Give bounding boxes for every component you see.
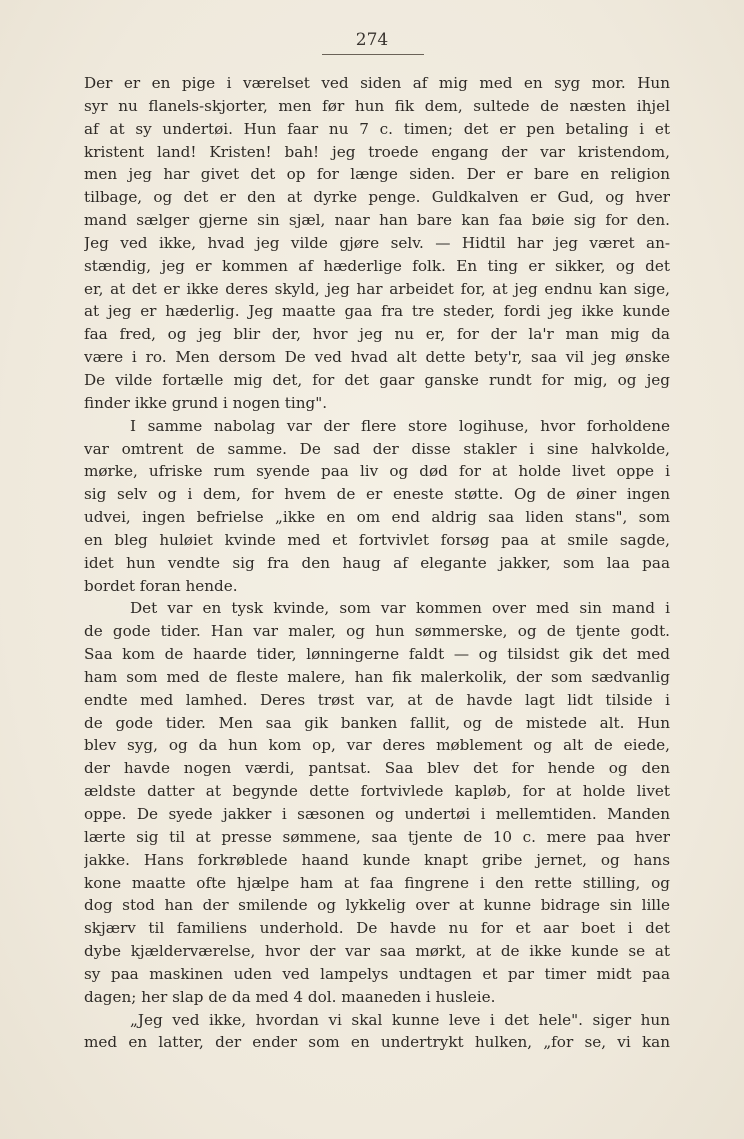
- text-line: Saa kom de haarde tider, lønningerne faldt — og tilsidst gik det med: [84, 645, 670, 664]
- text-line: stændig, jeg er kommen af hæderlige folk. En ting er sikker, og det: [84, 256, 670, 275]
- text-line: dybe kjælderværelse, hvor der var saa mørkt, at de ikke kunde se at: [84, 942, 670, 961]
- text-line: mand sælger gjerne sin sjæl, naar han bare kan faa bøie sig for den.: [84, 211, 670, 230]
- text-line: blev syg, og da hun kom op, var deres møblement og alt de eiede,: [84, 736, 670, 755]
- page-number-rule: [322, 54, 424, 55]
- text-line: kone maatte ofte hjælpe ham at faa fingrene i den rette stilling, og: [84, 873, 670, 892]
- text-line: jakke. Hans forkrøblede haand kunde knapt gribe jernet, og hans: [84, 850, 670, 869]
- text-line: bordet foran hende.: [84, 576, 238, 595]
- text-line: en bleg huløiet kvinde med et fortvivlet forsøg paa at smile sagde,: [84, 530, 670, 549]
- text-line: I samme nabolag var der flere store logihuse, hvor forholdene: [130, 416, 670, 435]
- text-line: de gode tider. Han var maler, og hun sømmerske, og de tjente godt.: [84, 622, 670, 641]
- text-line: lærte sig til at presse sømmene, saa tjente de 10 c. mere paa hver: [84, 827, 670, 846]
- text-line: være i ro. Men dersom De ved hvad alt dette bety'r, saa vil jeg ønske: [84, 348, 670, 367]
- text-line: finder ikke grund i nogen ting".: [84, 393, 328, 412]
- text-line: faa fred, og jeg blir der, hvor jeg nu er, for der la'r man mig da: [84, 325, 670, 344]
- text-line: Der er en pige i værelset ved siden af mig med en syg mor. Hun: [84, 74, 670, 92]
- text-line: oppe. De syede jakker i sæsonen og undertøi i mellemtiden. Manden: [84, 805, 670, 823]
- text-line: dagen; her slap de da med 4 dol. maaneden i husleie.: [84, 987, 496, 1006]
- text-line: idet hun vendte sig fra den haug af elegante jakker, som laa paa: [84, 553, 670, 572]
- text-line: ældste datter at begynde dette fortvivlede kapløb, for at holde livet: [84, 782, 670, 801]
- text-line: med en latter, der ender som en undertrykt hulken, „for se, vi kan: [84, 1033, 670, 1052]
- text-line: skjærv til familiens underhold. De havde nu for et aar boet i det: [84, 919, 670, 938]
- text-line: men jeg har givet det op for længe siden. Der er bare en religion: [84, 165, 670, 184]
- text-line: dog stod han der smilende og lykkelig over at kunne bidrage sin lille: [84, 896, 670, 915]
- text-line: er, at det er ikke deres skyld, jeg har arbeidet for, at jeg endnu kan sige,: [84, 279, 670, 298]
- text-line: endte med lamhed. Deres trøst var, at de havde lagt lidt tilside i: [84, 690, 670, 709]
- text-line: sy paa maskinen uden ved lampelys undtagen et par timer midt paa: [84, 964, 670, 983]
- text-line: tilbage, og det er den at dyrke penge. Guldkalven er Gud, og hver: [84, 188, 670, 207]
- text-line: de gode tider. Men saa gik banken fallit, og de mistede alt. Hun: [84, 713, 670, 732]
- text-line: syr nu flanels-skjorter, men før hun fik dem, sultede de næsten ihjel: [84, 96, 670, 115]
- text-line: Jeg ved ikke, hvad jeg vilde gjøre selv. — Hidtil har jeg været an-: [84, 233, 670, 252]
- text-line: ham som med de fleste malere, han fik malerkolik, der som sædvanlig: [84, 667, 670, 686]
- text-line: sig selv og i dem, for hvem de er eneste støtte. Og de øiner ingen: [84, 485, 670, 504]
- page-number: 274: [355, 30, 389, 50]
- text-line: var omtrent de samme. De sad der disse stakler i sine halvkolde,: [84, 439, 670, 458]
- text-line: „Jeg ved ikke, hvordan vi skal kunne leve i det hele". siger hun: [130, 1010, 670, 1029]
- text-line: kristent land! Kristen! bah! jeg troede engang der var kristendom,: [84, 142, 670, 161]
- text-line: udvei, ingen befrielse „ikke en om end aldrig saa liden stans", som: [84, 508, 670, 527]
- body-text: [84, 72, 670, 1054]
- text-line: Det var en tysk kvinde, som var kommen over med sin mand i: [130, 599, 670, 618]
- text-line: De vilde fortælle mig det, for det gaar ganske rundt for mig, og jeg: [84, 370, 670, 389]
- text-line: mørke, ufriske rum syende paa liv og død for at holde livet oppe i: [84, 462, 670, 481]
- text-line: der havde nogen værdi, pantsat. Saa blev det for hende og den: [84, 759, 670, 778]
- text-line: af at sy undertøi. Hun faar nu 7 c. timen; det er pen betaling i et: [84, 119, 670, 138]
- text-line: at jeg er hæderlig. Jeg maatte gaa fra tre steder, fordi jeg ikke kunde: [84, 302, 670, 321]
